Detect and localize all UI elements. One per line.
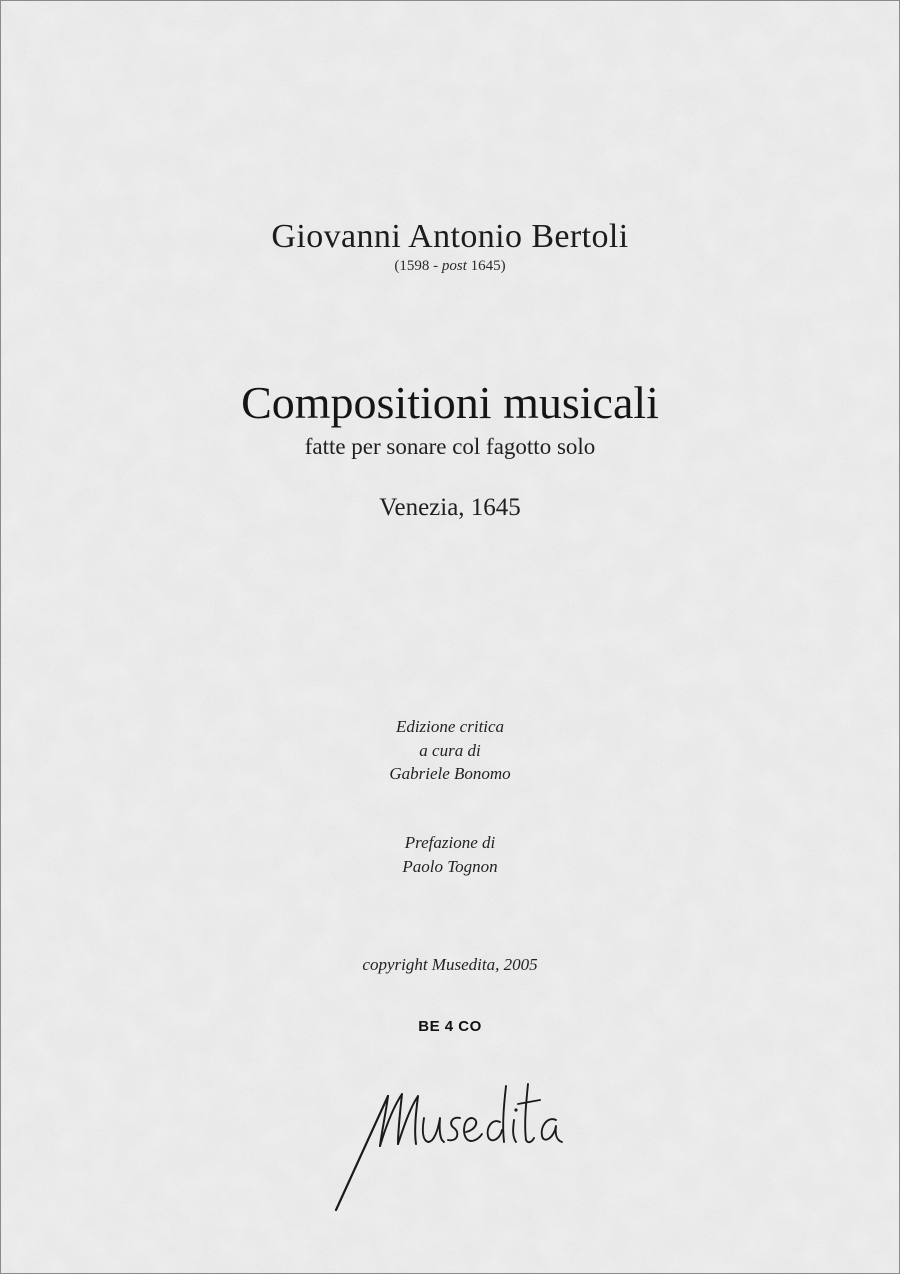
composer-dates-post: post — [441, 258, 467, 274]
preface-label: Prefazione di — [404, 833, 496, 852]
preface-author: Paolo Tognon — [402, 857, 498, 876]
copyright-notice: copyright Musedita, 2005 — [362, 955, 538, 974]
catalog-code: BE 4 CO — [418, 1018, 482, 1035]
composer-dates-suffix: 1645) — [466, 258, 506, 274]
edition-label: Edizione critica — [395, 717, 505, 736]
editor-name: Gabriele Bonomo — [389, 764, 511, 783]
composer-name: Giovanni Antonio Bertoli — [271, 218, 629, 255]
work-title: Compositioni musicali — [241, 377, 659, 428]
composer-dates — [0, 258, 900, 275]
work-subtitle: fatte per sonare col fagotto solo — [304, 434, 596, 459]
edition-curated-by: a cura di — [419, 741, 481, 760]
place-year: Venezia, 1645 — [379, 494, 521, 521]
composer-dates-prefix: (1598 - — [394, 258, 442, 274]
musedita-logo-icon — [320, 1060, 570, 1220]
